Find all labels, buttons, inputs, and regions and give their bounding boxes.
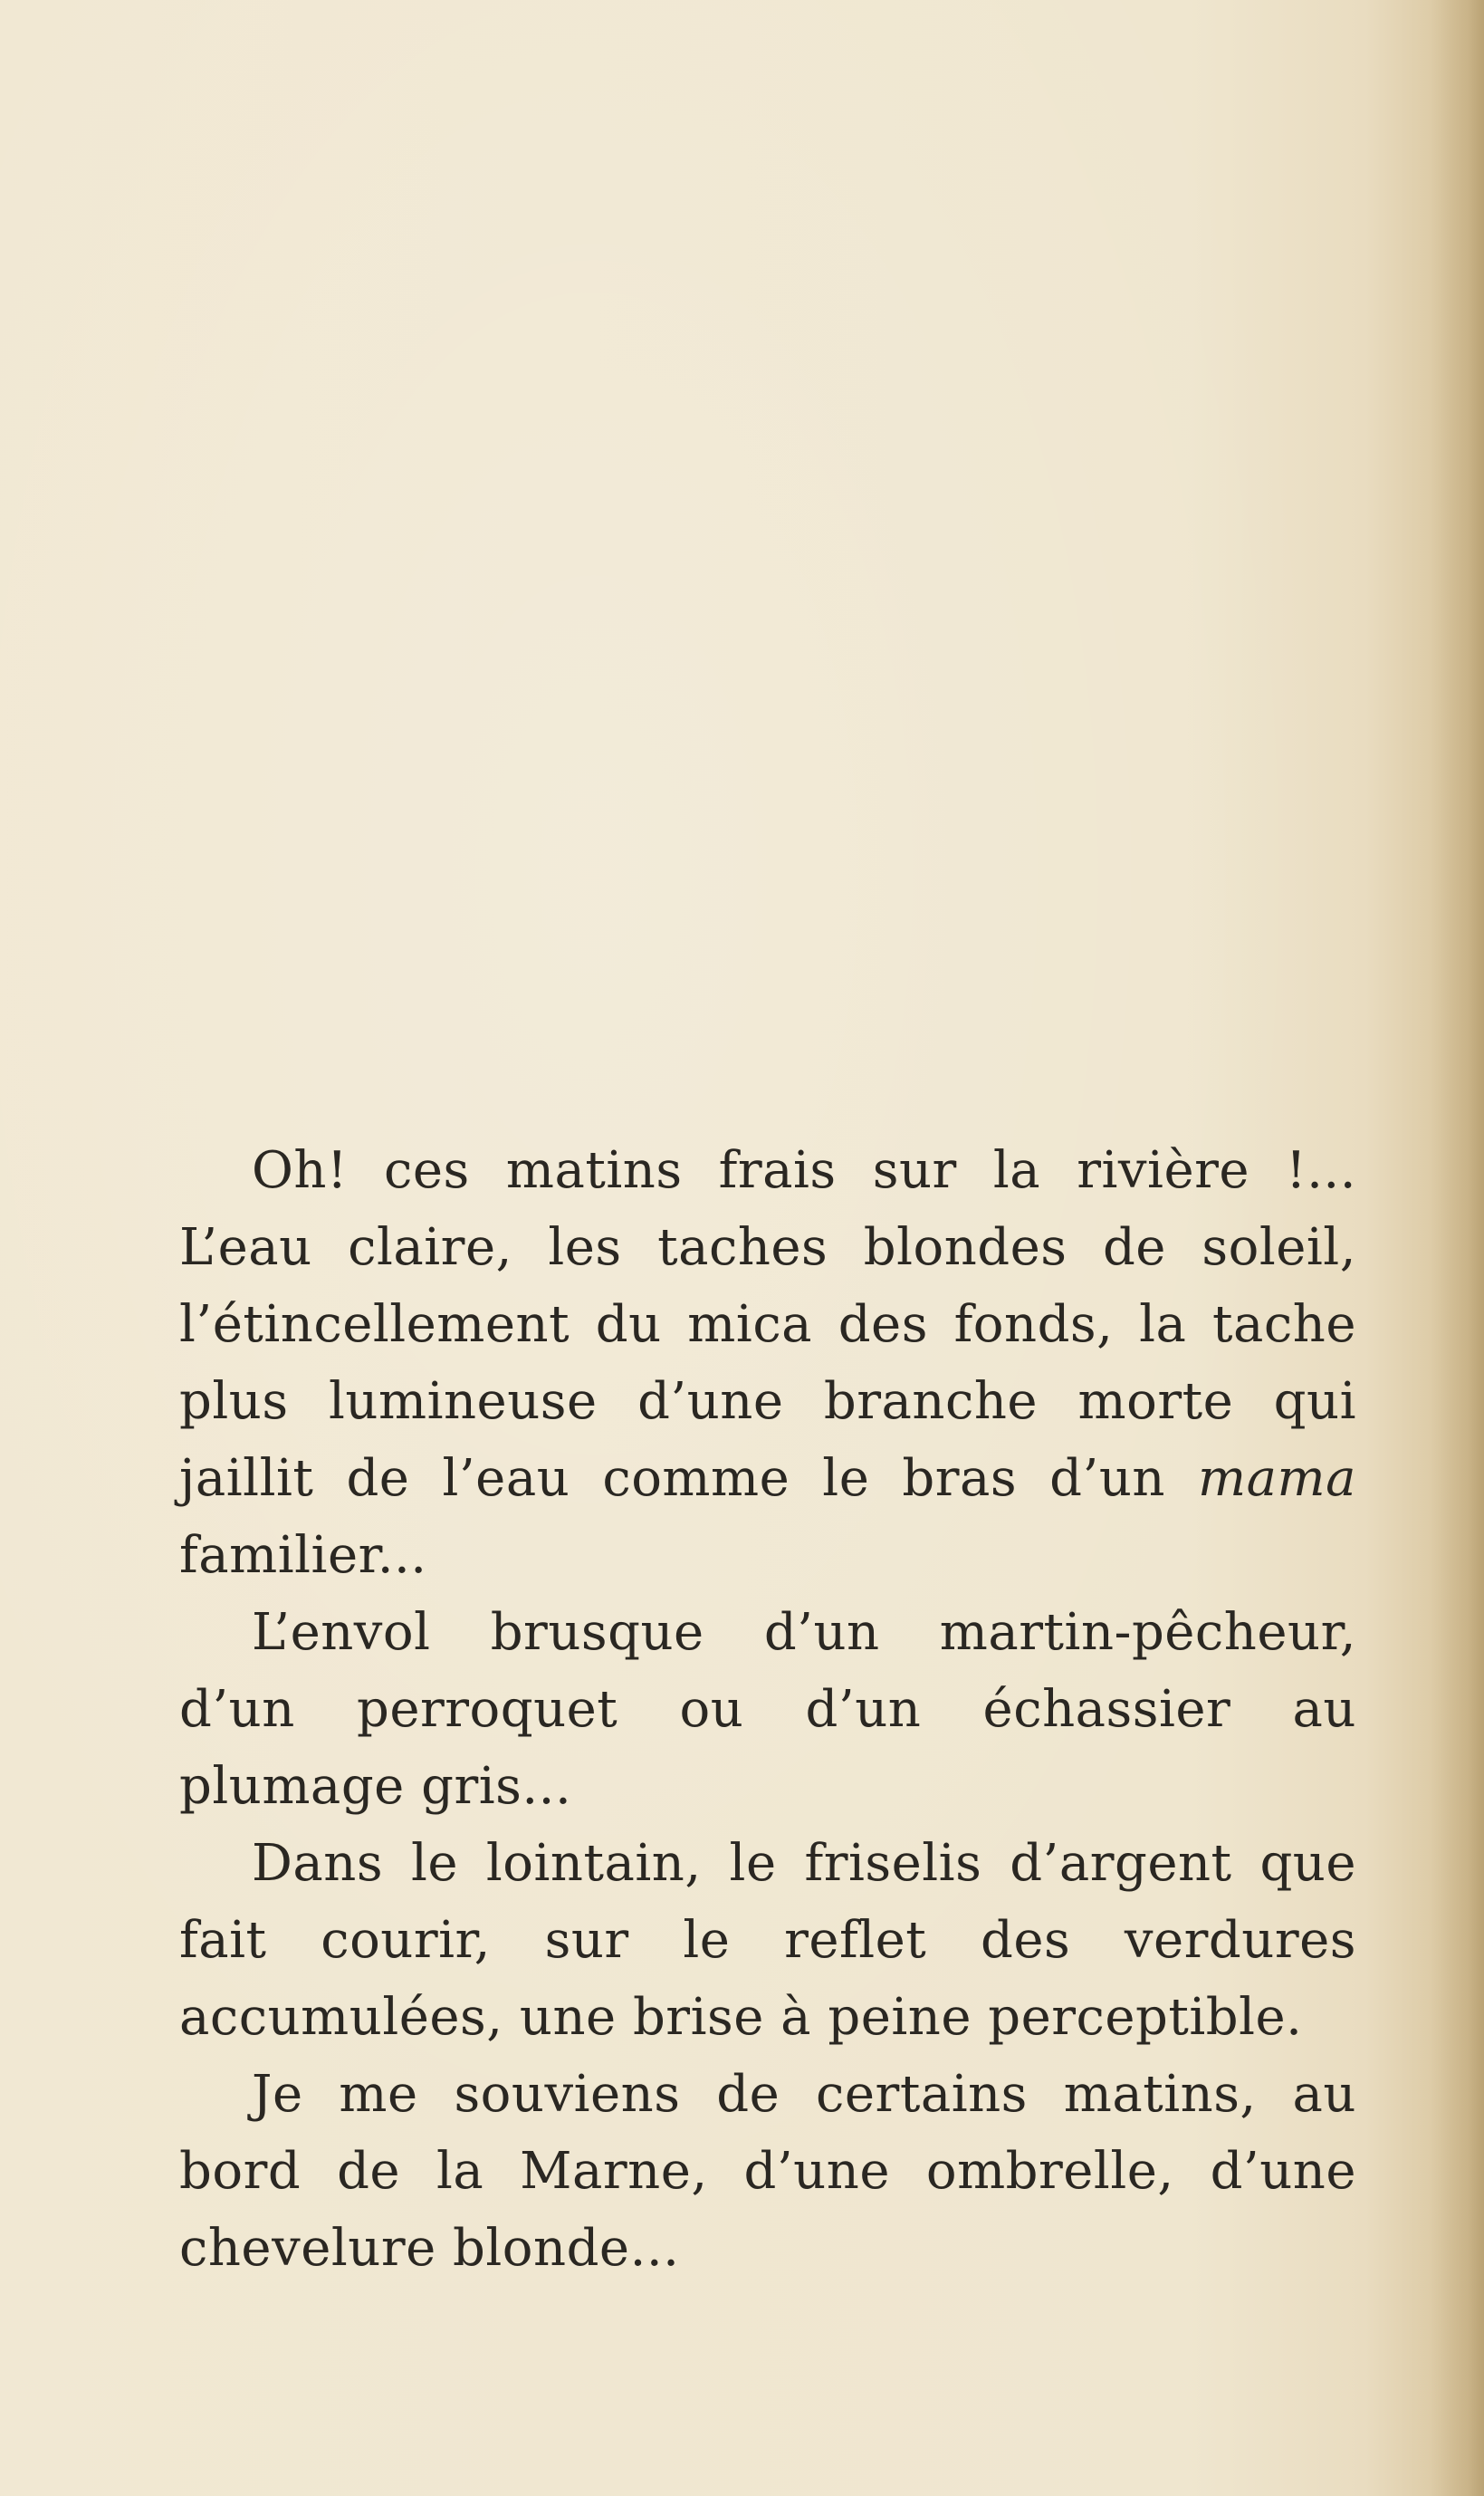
paragraph-4 (179, 2056, 1356, 2287)
paragraph-3-text: Dans le lointain, le friselis d’argent que fait courir, sur le reflet des verdures accumulées, une brise à peine perceptible. (179, 1834, 1356, 2047)
paragraph-2-text: L’envol brusque d’un martin-pêcheur, d’un perroquet ou d’un échassier au plumage gris... (179, 1603, 1356, 1816)
paragraph-1 (179, 1132, 1356, 1594)
paragraph-1-italic-word: mama (1198, 1449, 1356, 1508)
paragraph-4-text: Je me souviens de certains matins, au bord de la Marne, d’une ombrelle, d’une chevelure blonde... (179, 2065, 1356, 2278)
paragraph-1-text-start: Oh! ces matins frais sur la rivière !... L’eau claire, les taches blondes de soleil, l’étincellement du mica des fonds, la tache plus lumineuse d’une branche morte qui jaillit de l’eau comme le bras d’un (179, 1141, 1356, 1508)
paragraph-1-text-end: familier... (179, 1526, 427, 1585)
body-text (179, 1132, 1356, 2287)
paragraph-3 (179, 1825, 1356, 2056)
page-edge-shadow (1430, 0, 1484, 2496)
paragraph-2 (179, 1594, 1356, 1825)
